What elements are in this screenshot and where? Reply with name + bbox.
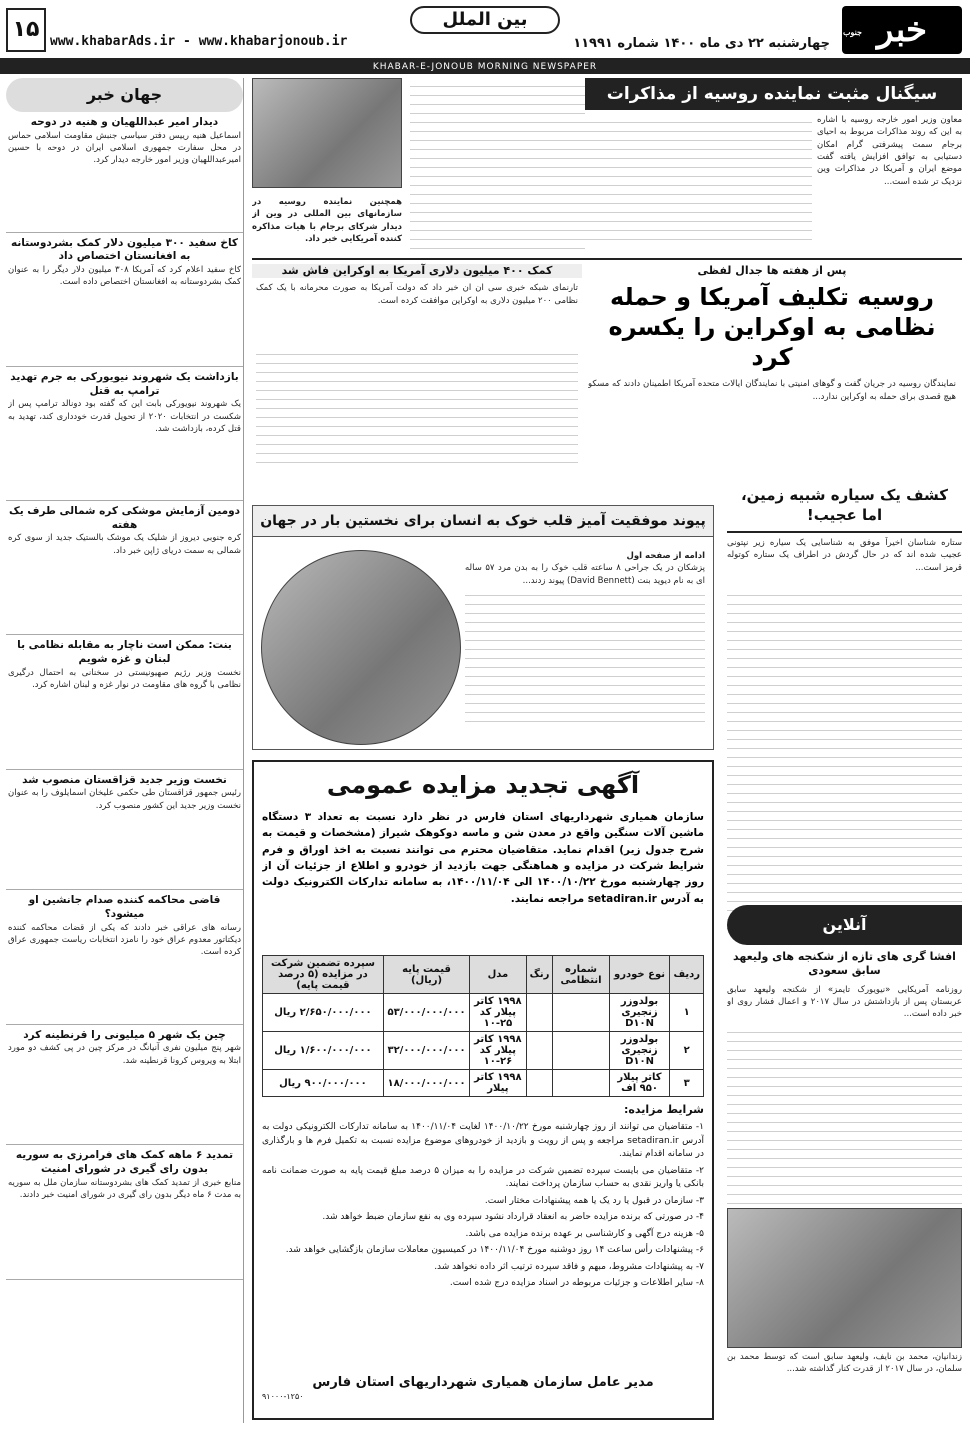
lead-body-cont <box>582 114 812 244</box>
table-cell: بولدوزر زنجیری D۱۰N <box>609 1032 670 1070</box>
newspaper-logo: خبر جنوب <box>842 6 962 54</box>
lead-column-middle <box>410 78 585 253</box>
world-news-title: قاضی محاکمه کننده صدام جانشین او میشود؟ <box>28 894 221 921</box>
negotiation-photo <box>252 78 402 188</box>
planet-body-cont <box>727 587 962 932</box>
world-news-body: کاخ سفید اعلام کرد که آمریکا ۳۰۸ میلیون دلار دیگر را به عنوان کمک بشردوستانه به افغانستان اختصاص داده است. <box>8 264 241 288</box>
russia-title: روسیه تکلیف آمریکا و حمله نظامی به اوکراین را یکسره کرد <box>608 283 936 372</box>
condition-item: ۵- هزینه درج آگهی و کارشناسی بر عهده برنده مزایده می باشد. <box>465 1228 704 1239</box>
world-news-item <box>6 890 243 1024</box>
condition-item: ۲- متقاضیان می بایست سپرده تضمین شرکت در مزایده را به میزان ۵ درصد مبلغ قیمت پایه به صورت ضمانت نامه بانکی یا واریز نقدی به حساب سازمان پرداخت نمایند. <box>262 1165 704 1190</box>
world-column <box>6 78 244 1423</box>
auction-intro: سازمان همیاری شهرداریهای استان فارس در نظر دارد نسبت به تعداد ۳ دستگاه ماشین آلات سنگین واقع در معدن شن و ماسه دوکوهک شیراز (مشخصات و قیمت به شرح جدول زیر) اقدام نماید. متقاضیان محترم می توانند نسبت به اخذ اوراق و فرم شرایط شرکت در مزایده و هماهنگی جهت بازدید از خودرو و اطلاع از جزئیات آن از روز چهارشنبه مورخ ۱۴۰۰/۱۰/۲۲ الی ۱۴۰۰/۱۱/۰۴، به سامانه تدارکات الکترونیک دولت به آدرس setadiran.ir مراجعه نمایند. <box>262 811 704 905</box>
condition-item: ۳- سازمان در قبول یا رد یک یا همه پیشنهادات مختار است. <box>484 1195 704 1206</box>
heart-body-cont <box>465 587 705 727</box>
table-header: مدل <box>470 956 526 994</box>
table-header: نوع خودرو <box>609 956 670 994</box>
world-news-body: نخست وزیر رژیم صهیونیستی در سخنانی به احتمال درگیری نظامی با گروه های مقاومت در نوار غزه و لبنان اشاره کرد. <box>8 667 241 691</box>
world-news-item <box>6 1025 243 1146</box>
condition-item: ۷- به پیشنهادات مشروط، مبهم و فاقد سپرده ترتیب اثر داده نخواهد شد. <box>434 1261 704 1272</box>
russia-article <box>582 258 962 468</box>
world-news-title: بنت: ممکن است ناچار به مقابله نظامی با لبنان و غزه شویم <box>17 639 232 666</box>
table-row <box>263 1032 704 1070</box>
table-header: قیمت پایه (ریال) <box>383 956 469 994</box>
condition-item: ۱- متقاضیان می توانند از روز چهارشنبه مورخ ۱۴۰۰/۱۰/۲۲ لغایت ۱۴۰۰/۱۱/۰۴ به سامانه تدارکات الکترونیکی دولت به آدرس setadiran.ir مراجعه و پس از رویت و بازدید از خودروهای موضوع مزایده نسبت به تکمیل فرم ها و بارگذاری در سامانه اقدام نمایند. <box>262 1122 704 1160</box>
table-cell: ۹۰۰/۰۰۰/۰۰۰ ریال <box>263 1070 384 1097</box>
world-news-title: نخست وزیر جدید قزاقستان منصوب شد <box>22 773 227 786</box>
lead-body: معاون وزیر امور خارجه روسیه با اشاره به این که روند مذاکرات مربوط به احیای برجام سمت پیشرفتی گرام امکان دستیابی به توافق افزایش یافته گفت موضع ایران و آمریکا در مذاکرات وین نزدیک تر شده است... <box>817 115 962 187</box>
table-cell <box>553 1070 609 1097</box>
conditions-list <box>262 1121 704 1371</box>
online-body: روزنامه آمریکایی «نیویورک تایمز» از شکنجه ولیعهد سابق عربستان پس از بازداشتش در سال ۲۰۱۷ و اعمال فشار روی او خبر داده است... <box>727 984 962 1020</box>
table-cell: ۱ <box>670 994 704 1032</box>
table-header: سپرده تضمین شرکت در مزایده (۵ درصد قیمت پایه) <box>263 956 384 994</box>
planet-title: کشف یک سیاره شبیه زمین، اما عجیب! <box>727 480 962 533</box>
world-news-title: تمدید ۶ ماهه کمک های فرامرزی به سوریه بدون رای گیری در شورای امنیت <box>15 1149 234 1175</box>
world-news-title: بازداشت یک شهروند نیویورکی به جرم تهدید ترامپ به قتل <box>10 370 239 397</box>
auction-signature: مدیر عامل سازمان همیاری شهرداریهای استان فارس <box>312 1375 654 1391</box>
condition-item: ۶- پیشنهادات رأس ساعت ۱۴ روز دوشنبه مورخ ۱۴۰۰/۱۱/۰۴ در کمیسیون معاملات سازمان بازگشایی خواهد شد. <box>285 1245 704 1256</box>
planet-body: ستاره شناسان اخیراً موفق به شناسایی یک سیاره زیر نپتونی عجیب شده اند که در حال گردش در اطراف یک ستاره کوتوله قرمز است... <box>727 538 962 573</box>
table-cell <box>526 1070 553 1097</box>
world-news-list <box>6 112 243 1280</box>
table-cell: ۱/۶۰۰/۰۰۰/۰۰۰ ریال <box>263 1032 384 1070</box>
world-news-item <box>6 367 243 501</box>
world-news-title: چین یک شهر ۵ میلیونی را قرنطینه کرد <box>23 1028 226 1041</box>
website-urls[interactable]: www.khabarAds.ir - www.khabarjonoub.ir <box>50 34 348 49</box>
world-news-item <box>6 112 243 233</box>
table-cell: ۱۹۹۸ کاتر پیلار کد ۲۶-۱۰ <box>470 1032 526 1070</box>
world-news-body: رسانه های عراقی خبر دادند که یکی از قضات محاکمه کننده دیکتاتور معدوم عراق خود را نامزد انتخابات ریاست جمهوری عراق کرده است. <box>8 922 241 958</box>
section-title: بین الملل <box>410 6 560 34</box>
issue-date: چهارشنبه ۲۲ دی ماه ۱۴۰۰ شماره ۱۱۹۹۱ <box>573 36 830 51</box>
heart-kicker: ادامه از صفحه اول <box>626 551 705 561</box>
online-banner: آنلاین <box>727 905 962 945</box>
page-number: ۱۵ <box>6 8 46 52</box>
world-news-body: یک شهروند نیویورکی بابت این که گفته بود دونالد ترامپ پس از شکست در انتخابات ۲۰۲۰ از تحویل قدرت خودداری کند، تهدید به قتل کرده، بازداشت شد. <box>8 399 241 434</box>
lead-title-bar <box>582 78 962 110</box>
aid-title: کمک ۴۰۰ میلیون دلاری آمریکا به اوکراین فاش شد <box>252 264 582 278</box>
table-cell: ۱۹۹۸ کاتر پیلار <box>470 1070 526 1097</box>
heart-article <box>252 505 714 750</box>
world-news-body: کره جنوبی دیروز از شلیک یک موشک بالستیک جدید از سوی کره شمالی به سمت دریای ژاپن خبر داد. <box>8 533 241 556</box>
online-caption: زندانیان، محمد بن نایف، ولیعهد سابق است که توسط محمد بن سلمان، در سال ۲۰۱۷ از قدرت کنار گذاشته شد... <box>727 1351 962 1374</box>
heart-body: پزشکان در یک جراحی ۸ ساعته قلب خوک را به بدن مرد ۵۷ ساله ای به نام دیوید بنت (David Bennett) پیوند زدند... <box>465 563 705 586</box>
table-cell <box>553 1032 609 1070</box>
world-news-body: منابع خبری از تمدید کمک های بشردوستانه سازمان ملل به سوریه به مدت ۶ ماه دیگر بدون رای گیری در شورای امنیت خبر دادند. <box>8 1177 241 1200</box>
saudi-prince-photo <box>727 1208 962 1348</box>
world-news-title: دومین آزمایش موشکی کره شمالی طرف یک هفته <box>8 505 241 531</box>
table-cell <box>526 994 553 1032</box>
world-news-item <box>6 1145 243 1279</box>
online-body-cont <box>727 1024 962 1204</box>
conditions-title: شرایط مزایده: <box>624 1103 704 1117</box>
table-cell <box>526 1032 553 1070</box>
table-cell: ۱۹۹۸ کاتر پیلار کد ۲۵-۱۰ <box>470 994 526 1032</box>
online-title: افشا گری های تازه از شکنجه های ولیعهد سابق سعودی <box>733 950 956 978</box>
auction-code: ۹۱۰۰۰-۱۲۵۰ <box>262 1392 304 1402</box>
condition-item: ۸- سایر اطلاعات و جزئیات مربوطه در اسناد مزایده درج شده است. <box>449 1278 704 1289</box>
aid-body-cont <box>256 346 578 466</box>
lead-title: سیگنال مثبت نماینده روسیه از مذاکرات <box>606 84 938 104</box>
lead-caption: همچنین نماینده روسیه در سازمانهای بین المللی در وین از دیدار شرکای برجام با هیات مذاکره کننده آمریکایی خبر داد. <box>252 197 402 244</box>
table-cell: ۳۲/۰۰۰/۰۰۰/۰۰۰ <box>383 1032 469 1070</box>
planet-article <box>727 480 962 895</box>
auction-table <box>262 955 704 1097</box>
header-strip: KHABAR-E-JONOUB MORNING NEWSPAPER <box>0 60 970 74</box>
world-news-title: دیدار امیر عبداللهیان و هنیه در دوحه <box>30 116 219 128</box>
aid-article <box>252 258 582 468</box>
world-news-body: اسماعیل هنیه رییس دفتر سیاسی جنبش مقاومت اسلامی حماس در محل سفارت جمهوری اسلامی ایران در دوحه با حسین امیرعبداللهیان وزیر امور خارجه دیدار کرد. <box>8 130 241 166</box>
table-header: رنگ <box>526 956 553 994</box>
table-cell <box>553 994 609 1032</box>
masthead <box>0 0 970 60</box>
table-cell: بولدوزر زنجیری D۱۰N <box>609 994 670 1032</box>
table-header: ردیف <box>670 956 704 994</box>
world-news-item <box>6 501 243 635</box>
world-news-item <box>6 770 243 891</box>
heart-photo <box>261 550 461 745</box>
condition-item: ۴- در صورتی که برنده مزایده حاضر به انعقاد قرارداد نشود سپرده وی به نفع سازمان ضبط خواهد شد. <box>322 1212 704 1223</box>
table-cell: ۳ <box>670 1070 704 1097</box>
table-cell: ۱۸/۰۰۰/۰۰۰/۰۰۰ <box>383 1070 469 1097</box>
russia-body: نمایندگان روسیه در جریان گفت و گوهای امنیتی با نمایندگان ایالات متحده آمریکا اطمینان دادند که مسکو هیچ قصدی برای حمله به اوکراین ندارد... <box>588 379 956 402</box>
table-header: شماره انتظامی <box>553 956 609 994</box>
world-news-title: کاخ سفید ۳۰۰ میلیون دلار کمک بشردوستانه به افغانستان اختصاص داد <box>10 236 239 263</box>
world-news-item <box>6 635 243 769</box>
table-cell: ۲/۶۵۰/۰۰۰/۰۰۰ ریال <box>263 994 384 1032</box>
heart-title: پیوند موفقیت آمیز قلب خوک به انسان برای نخستین بار در جهان <box>253 506 713 537</box>
aid-body: تارنمای شبکه خبری سی ان ان خبر داد که دولت آمریکا به صورت محرمانه با یک کمک نظامی ۲۰۰ میلیون دلاری به اوکراین موافقت کرده است. <box>256 283 578 306</box>
table-cell: کاتر پیلار ۹۵۰ اف <box>609 1070 670 1097</box>
russia-kicker: پس از هفته ها جدال لفظی <box>697 264 847 277</box>
world-banner: جهان خبر <box>6 78 243 112</box>
world-news-item <box>6 233 243 367</box>
auction-ad <box>252 760 714 1420</box>
world-news-body: رئیس جمهور قزاقستان طی حکمی علیخان اسمایلوف را به عنوان نخست وزیر جدید این کشور منصوب کرد. <box>8 788 241 811</box>
online-article <box>727 905 962 1420</box>
table-row <box>263 1070 704 1097</box>
world-news-body: شهر پنج میلیون نفری آنیانگ در مرکز چین در پی کشف دو مورد ابتلا به ویروس کرونا قرنطینه شد. <box>8 1043 241 1066</box>
auction-title: آگهی تجدید مزایده عمومی <box>326 771 640 799</box>
table-row <box>263 994 704 1032</box>
table-cell: ۵۳/۰۰۰/۰۰۰/۰۰۰ <box>383 994 469 1032</box>
table-cell: ۲ <box>670 1032 704 1070</box>
